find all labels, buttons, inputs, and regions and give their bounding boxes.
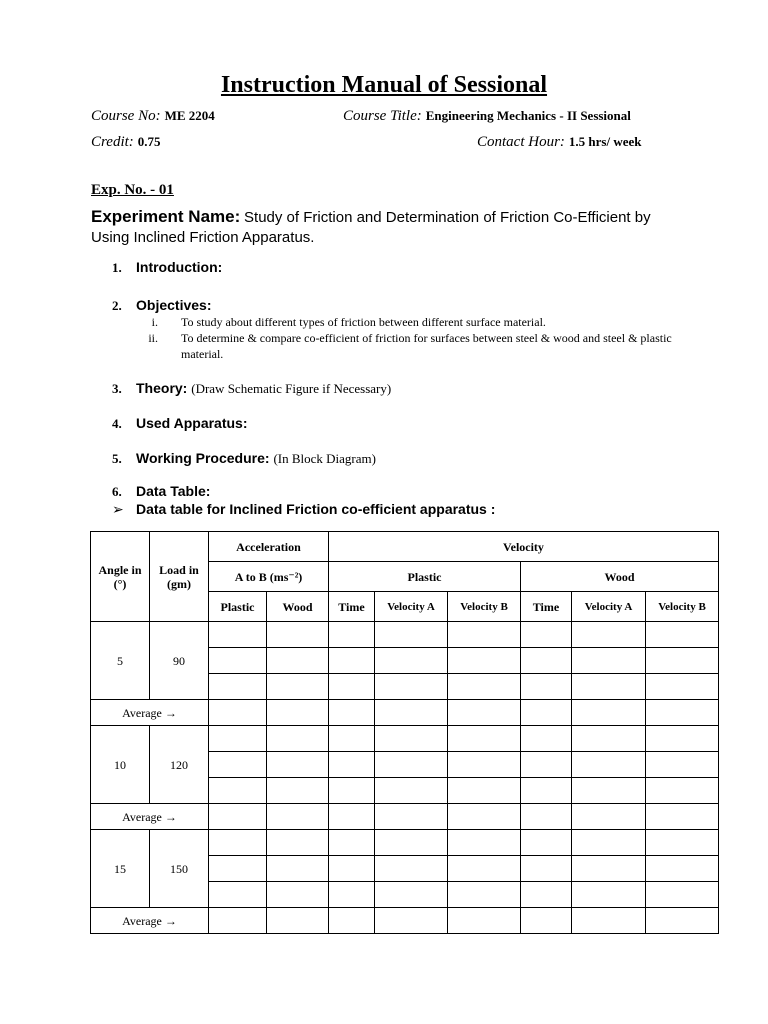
empty-cell bbox=[521, 882, 572, 908]
empty-cell bbox=[646, 726, 719, 752]
empty-cell bbox=[646, 856, 719, 882]
course-no: Course No: ME 2204 bbox=[91, 108, 215, 124]
header-angle: Angle in (°) bbox=[91, 532, 150, 622]
experiment-number: Exp. No. - 01 bbox=[91, 182, 174, 198]
course-title: Course Title: Engineering Mechanics - II Sessional bbox=[343, 108, 631, 124]
empty-cell bbox=[375, 622, 448, 648]
empty-cell bbox=[521, 908, 572, 934]
empty-cell bbox=[375, 700, 448, 726]
empty-cell bbox=[209, 804, 267, 830]
angle-cell: 15 bbox=[91, 830, 150, 908]
empty-cell bbox=[646, 700, 719, 726]
section-working-procedure: 5. Working Procedure: (In Block Diagram) bbox=[112, 450, 376, 466]
empty-cell bbox=[646, 622, 719, 648]
empty-cell bbox=[329, 726, 375, 752]
average-label: Average → bbox=[91, 700, 209, 726]
empty-cell bbox=[646, 830, 719, 856]
empty-cell bbox=[521, 648, 572, 674]
empty-cell bbox=[375, 648, 448, 674]
empty-cell bbox=[646, 674, 719, 700]
empty-cell bbox=[646, 648, 719, 674]
empty-cell bbox=[521, 700, 572, 726]
header-wood-velocity-b: Velocity B bbox=[646, 592, 719, 622]
empty-cell bbox=[267, 752, 329, 778]
empty-cell bbox=[448, 778, 521, 804]
empty-cell bbox=[267, 648, 329, 674]
section-used-apparatus: 4. Used Apparatus: bbox=[112, 415, 248, 431]
contact-hour: Contact Hour: 1.5 hrs/ week bbox=[477, 134, 642, 150]
section-introduction: 1. Introduction: bbox=[112, 259, 223, 275]
empty-cell bbox=[375, 908, 448, 934]
credit: Credit: 0.75 bbox=[91, 134, 161, 150]
empty-cell bbox=[448, 700, 521, 726]
empty-cell bbox=[267, 622, 329, 648]
header-acceleration: Acceleration bbox=[209, 532, 329, 562]
empty-cell bbox=[267, 882, 329, 908]
header-plastic-time: Time bbox=[329, 592, 375, 622]
page-title: Instruction Manual of Sessional bbox=[220, 72, 548, 98]
empty-cell bbox=[375, 778, 448, 804]
empty-cell bbox=[329, 674, 375, 700]
table-row bbox=[91, 830, 719, 856]
header-acc-plastic: Plastic bbox=[209, 592, 267, 622]
empty-cell bbox=[572, 648, 646, 674]
empty-cell bbox=[521, 830, 572, 856]
header-a-to-b: A to B (ms⁻²) bbox=[209, 562, 329, 592]
document-page: Instruction Manual of Sessional Course No: ME 2204 Course Title: Engineering Mechanics - II Sessional Credit: 0.75 Contact Hour: 1.5 hrs/ week Exp. No. - 01 Experiment Name: Study of Friction and Determination of Friction Co-Efficient by Using Inclined Friction Apparatus. 1. Introduction: 2. Objectives: i. To study about different types of friction between different surface material. ii. To determine & compare co-efficient of friction for surfaces between steel & wood and steel & plastic material. 3. Theory: (Draw Schematic Figure if Necessary) 4. Used Apparatus: 5. Working Procedure: (In Block Diagram) 6. Data Table: ➢ Data table for Inclined Friction co-efficient apparatus : Angle in (°) Load in (gm) Acceleration Velocity A to B (ms⁻²) Plastic Wood Plastic Wood Time Velocity A Velocity B Time Velocity A Velocity B 5 90 Average → 10 120 Average → 15 150 Average → bbox=[0, 0, 768, 1024]
experiment-name: Experiment Name: Study of Friction and Determination of Friction Co-Efficient by Using Inclined Friction Apparatus. bbox=[91, 207, 651, 246]
header-velocity: Velocity bbox=[329, 532, 719, 562]
empty-cell bbox=[572, 700, 646, 726]
empty-cell bbox=[329, 830, 375, 856]
data-table-caption: ➢ Data table for Inclined Friction co-efficient apparatus : bbox=[112, 501, 496, 518]
empty-cell bbox=[521, 674, 572, 700]
empty-cell bbox=[448, 804, 521, 830]
empty-cell bbox=[329, 648, 375, 674]
empty-cell bbox=[572, 804, 646, 830]
empty-cell bbox=[209, 648, 267, 674]
empty-cell bbox=[375, 726, 448, 752]
empty-cell bbox=[267, 778, 329, 804]
header-wood-time: Time bbox=[521, 592, 572, 622]
empty-cell bbox=[375, 752, 448, 778]
empty-cell bbox=[448, 726, 521, 752]
section-objectives: 2. Objectives: bbox=[112, 297, 212, 313]
empty-cell bbox=[209, 778, 267, 804]
header-velocity-wood: Wood bbox=[521, 562, 719, 592]
empty-cell bbox=[329, 778, 375, 804]
header-plastic-velocity-a: Velocity A bbox=[375, 592, 448, 622]
empty-cell bbox=[329, 908, 375, 934]
empty-cell bbox=[521, 726, 572, 752]
empty-cell bbox=[209, 700, 267, 726]
empty-cell bbox=[209, 752, 267, 778]
table-row bbox=[91, 726, 719, 752]
empty-cell bbox=[329, 804, 375, 830]
header-plastic-velocity-b: Velocity B bbox=[448, 592, 521, 622]
average-row bbox=[91, 804, 719, 830]
empty-cell bbox=[572, 882, 646, 908]
empty-cell bbox=[646, 804, 719, 830]
empty-cell bbox=[448, 752, 521, 778]
empty-cell bbox=[646, 778, 719, 804]
average-label: Average → bbox=[91, 804, 209, 830]
empty-cell bbox=[209, 674, 267, 700]
empty-cell bbox=[267, 856, 329, 882]
header-load: Load in (gm) bbox=[150, 532, 209, 622]
empty-cell bbox=[448, 908, 521, 934]
empty-cell bbox=[375, 882, 448, 908]
empty-cell bbox=[646, 908, 719, 934]
empty-cell bbox=[267, 700, 329, 726]
empty-cell bbox=[209, 830, 267, 856]
empty-cell bbox=[375, 830, 448, 856]
load-cell: 150 bbox=[150, 830, 209, 908]
empty-cell bbox=[267, 674, 329, 700]
empty-cell bbox=[572, 778, 646, 804]
empty-cell bbox=[572, 726, 646, 752]
empty-cell bbox=[329, 752, 375, 778]
empty-cell bbox=[646, 882, 719, 908]
empty-cell bbox=[521, 752, 572, 778]
arrow-bullet-icon: ➢ bbox=[112, 502, 124, 518]
header-acc-wood: Wood bbox=[267, 592, 329, 622]
empty-cell bbox=[521, 804, 572, 830]
empty-cell bbox=[329, 622, 375, 648]
empty-cell bbox=[646, 752, 719, 778]
empty-cell bbox=[521, 778, 572, 804]
empty-cell bbox=[448, 882, 521, 908]
empty-cell bbox=[329, 700, 375, 726]
average-row bbox=[91, 908, 719, 934]
empty-cell bbox=[448, 648, 521, 674]
empty-cell bbox=[572, 908, 646, 934]
empty-cell bbox=[267, 804, 329, 830]
empty-cell bbox=[375, 804, 448, 830]
empty-cell bbox=[209, 726, 267, 752]
empty-cell bbox=[209, 882, 267, 908]
empty-cell bbox=[572, 752, 646, 778]
header-velocity-plastic: Plastic bbox=[329, 562, 521, 592]
section-data-table: 6. Data Table: bbox=[112, 483, 211, 499]
empty-cell bbox=[209, 856, 267, 882]
load-cell: 90 bbox=[150, 622, 209, 700]
empty-cell bbox=[572, 622, 646, 648]
average-label: Average → bbox=[91, 908, 209, 934]
empty-cell bbox=[267, 726, 329, 752]
empty-cell bbox=[329, 882, 375, 908]
empty-cell bbox=[448, 830, 521, 856]
average-row bbox=[91, 700, 719, 726]
load-cell: 120 bbox=[150, 726, 209, 804]
angle-cell: 5 bbox=[91, 622, 150, 700]
data-table bbox=[90, 531, 719, 934]
empty-cell bbox=[267, 908, 329, 934]
empty-cell bbox=[572, 830, 646, 856]
empty-cell bbox=[375, 856, 448, 882]
empty-cell bbox=[448, 674, 521, 700]
table-row bbox=[91, 622, 719, 648]
header-wood-velocity-a: Velocity A bbox=[572, 592, 646, 622]
empty-cell bbox=[375, 674, 448, 700]
section-theory: 3. Theory: (Draw Schematic Figure if Necessary) bbox=[112, 380, 392, 396]
empty-cell bbox=[572, 674, 646, 700]
empty-cell bbox=[448, 856, 521, 882]
empty-cell bbox=[521, 622, 572, 648]
empty-cell bbox=[329, 856, 375, 882]
empty-cell bbox=[209, 908, 267, 934]
empty-cell bbox=[267, 830, 329, 856]
empty-cell bbox=[521, 856, 572, 882]
empty-cell bbox=[572, 856, 646, 882]
angle-cell: 10 bbox=[91, 726, 150, 804]
empty-cell bbox=[209, 622, 267, 648]
empty-cell bbox=[448, 622, 521, 648]
